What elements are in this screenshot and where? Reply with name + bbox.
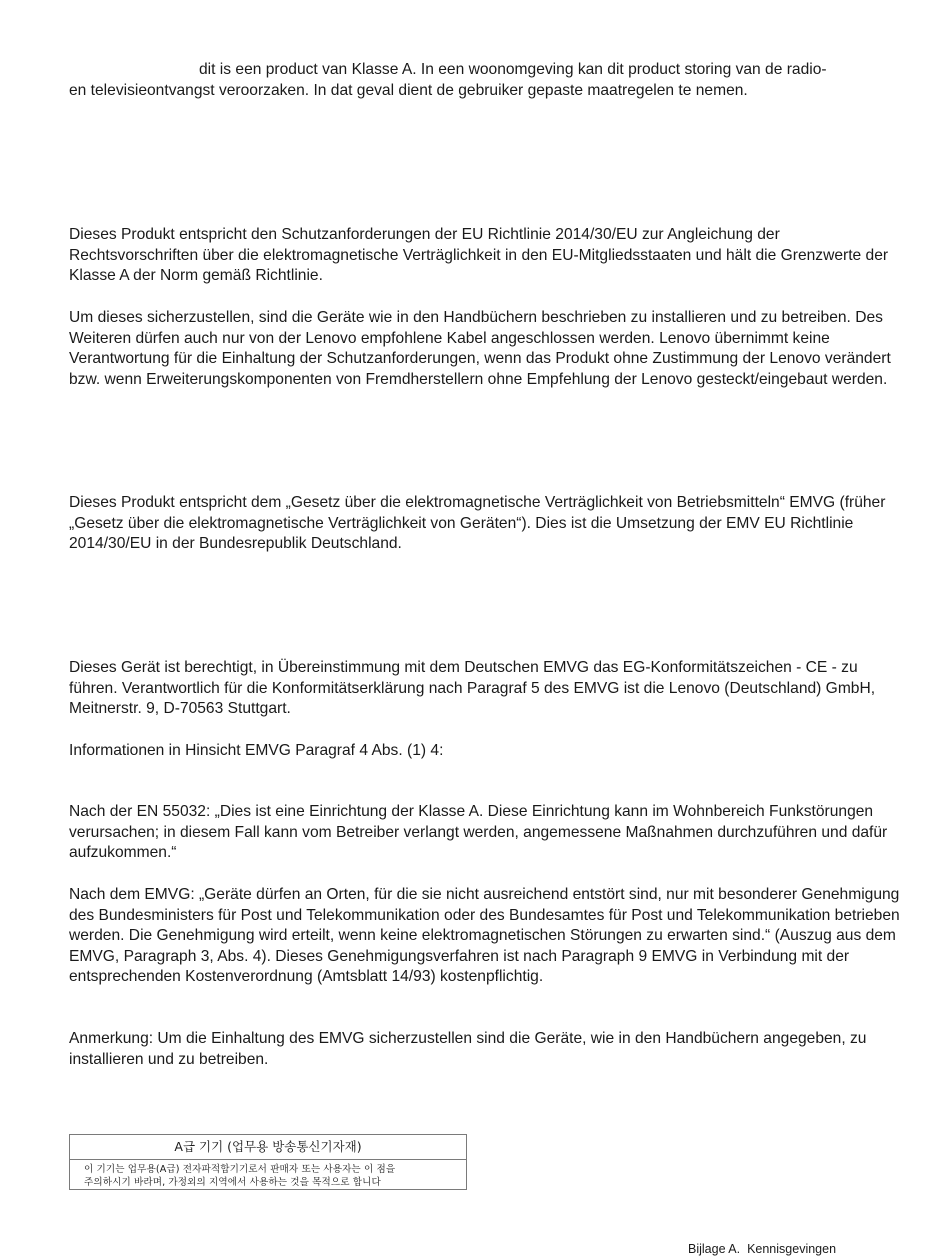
dutch-class-a-warning: [69, 60, 904, 101]
emvg-note-paragraph: Anmerkung: Um die Einhaltung des EMVG sicherzustellen sind die Geräte, wie in den Handbüchern angegeben, zu installieren und zu betreiben.: [69, 1030, 867, 1068]
dutch-warning-line-1: dit is een product van Klasse A. In een woonomgeving kan dit product storing van de radio-: [199, 61, 827, 78]
eu-directive-paragraph: Dieses Produkt entspricht den Schutzanforderungen der EU Richtlinie 2014/30/EU zur Angleichung der Rechtsvorschriften über die elektromagnetische Verträglichkeit in den EU-Mitgliedsstaaten und hält die Grenzwerte der Klasse A der Norm gemäß Richtlinie.: [69, 226, 889, 285]
emvg-info-paragraph: Informationen in Hinsicht EMVG Paragraf 4 Abs. (1) 4:: [69, 742, 444, 759]
emvg-quote-paragraph: Nach dem EMVG: „Geräte dürfen an Orten, für die sie nicht ausreichend entstört sind, nur mit besonderer Genehmigung des Bundesministers für Post und Telekommunikation oder des Bundesamtes für Post und Telekommunikation betrieben werden. Die Genehmigung wird erteilt, wenn keine elektromagnetischen Störungen zu erwarten sind.“ (Auszug aus dem EMVG, Paragraph 3, Abs. 4). Dieses Genehmigungsverfahren ist nach Paragraph 9 EMVG in Verbindung mit der entsprechenden Kostenverordnung (Amtsblatt 14/93) kostenpflichtig.: [69, 886, 900, 986]
en55032-paragraph: Nach der EN 55032: „Dies ist eine Einrichtung der Klasse A. Diese Einrichtung kann im Wohnbereich Funkstörungen verursachen; in diesem Fall kann vom Betreiber verlangt werden, angemessene Maßnahmen durchzuführen und dafür aufzukommen.“: [69, 803, 888, 862]
korean-notice-header: A급 기기 (업무용 방송통신기자재): [70, 1135, 466, 1160]
dutch-warning-line-2: en televisieontvangst veroorzaken. In dat geval dient de gebruiker gepaste maatregelen te nemen.: [69, 81, 748, 99]
ce-mark-paragraph: Dieses Gerät ist berechtigt, in Übereinstimmung mit dem Deutschen EMVG das EG-Konformitätszeichen - CE - zu führen. Verantwortlich für die Konformitätserklärung nach Paragraf 5 des EMVG ist die Lenovo (Deutschland) GmbH, Meitnerstr. 9, D-70563 Stuttgart.: [69, 659, 876, 718]
korean-notice-line-1: 이 기기는 업무용(A급) 전자파적합기기로서 판매자 또는 사용자는 이 점을: [84, 1164, 396, 1175]
page-footer: Bijlage A. Kennisgevingen: [688, 1242, 837, 1256]
installation-paragraph: Um dieses sicherzustellen, sind die Geräte wie in den Handbüchern beschrieben zu installieren und zu betreiben. Des Weiteren dürfen auch nur von der Lenovo empfohlene Kabel angeschlossen werden. Lenovo übernimmt keine Verantwortung für die Einhaltung der Schutzanforderungen, wenn das Produkt ohne Zustimmung der Lenovo verändert bzw. wenn Erweiterungskomponenten von Fremdherstellern ohne Empfehlung der Lenovo gesteckt/eingebaut werden.: [69, 309, 891, 388]
korean-notice-body: [70, 1160, 466, 1189]
korean-notice-line-2: 주의하시기 바라며, 가정외의 지역에서 사용하는 것을 목적으로 합니다: [84, 1177, 381, 1188]
korean-class-a-notice-box: [69, 1134, 467, 1190]
emvg-law-paragraph: Dieses Produkt entspricht dem „Gesetz über die elektromagnetische Verträglichkeit von Betriebsmitteln“ EMVG (früher „Gesetz über die elektromagnetische Verträglichkeit von Geräten“). Dies ist die Umsetzung der EMV EU Richtlinie 2014/30/EU in der Bundesrepublik Deutschland.: [69, 494, 886, 553]
